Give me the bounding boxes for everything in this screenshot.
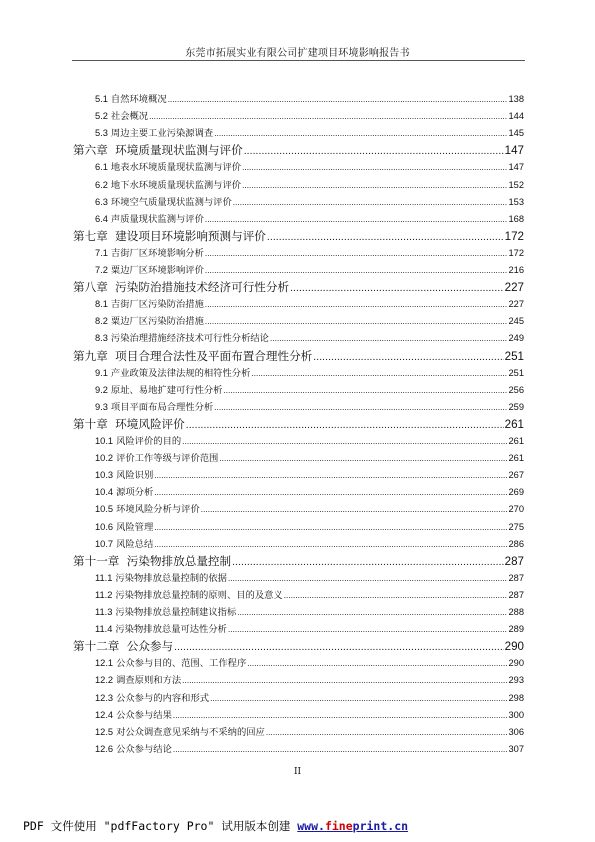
toc-entry-page: 287	[508, 572, 524, 583]
toc-entry-page: 300	[508, 709, 524, 720]
toc-section-entry[interactable]	[95, 724, 524, 738]
pdf-footer	[23, 818, 408, 834]
toc-entry-title: 污染物排放总量控制的原则、目的及意义	[115, 589, 283, 601]
toc-dot-leader	[237, 607, 507, 618]
toc-section-entry[interactable]	[95, 450, 524, 464]
toc-entry-title: 公众参与结论	[116, 743, 172, 755]
toc-entry-page: 290	[508, 658, 524, 669]
toc-section-entry[interactable]	[95, 604, 524, 618]
toc-dot-leader	[266, 727, 508, 738]
toc-section-entry[interactable]	[95, 108, 524, 122]
toc-chapter-entry[interactable]	[73, 416, 524, 432]
toc-section-entry[interactable]	[95, 570, 524, 584]
toc-entry-title: 建设项目环境影响预测与评价	[115, 228, 266, 243]
toc-section-entry[interactable]	[95, 262, 524, 276]
toc-entry-number: 8.3	[95, 333, 108, 344]
toc-entry-title: 吉街厂区污染防治措施	[110, 299, 204, 311]
toc-chapter-entry[interactable]	[73, 279, 524, 295]
toc-dot-leader	[242, 162, 507, 173]
toc-entry-page: 227	[504, 281, 524, 295]
toc-entry-number: 10.3	[95, 470, 114, 481]
toc-entry-title: 地下水环境质量现状监测与评价	[110, 179, 242, 191]
toc-dot-leader	[182, 675, 507, 686]
toc-dot-leader	[247, 658, 507, 669]
toc-entry-title: 声质量现状监测与评价	[110, 213, 204, 225]
toc-entry-title: 风险评价的目的	[116, 436, 182, 447]
toc-dot-leader	[233, 197, 508, 208]
toc-entry-number: 12.4	[95, 709, 114, 720]
toc-section-entry[interactable]	[95, 125, 524, 139]
toc-entry-title: 污染物排放总量控制建议指标	[115, 607, 237, 618]
toc-section-entry[interactable]	[95, 177, 524, 191]
toc-section-entry[interactable]	[95, 399, 524, 413]
toc-entry-number: 10.1	[95, 436, 114, 446]
toc-entry-number: 7.1	[95, 247, 108, 258]
toc-entry-number: 6.4	[95, 213, 108, 224]
toc-entry-number: 7.2	[95, 265, 108, 275]
toc-entry-number: 第六章	[73, 144, 108, 158]
footer-link-suffix: .cn	[387, 819, 409, 833]
toc-section-entry[interactable]	[95, 587, 524, 601]
toc-section-entry[interactable]	[95, 655, 524, 669]
toc-entry-title: 周边主要工业污染源调查	[110, 128, 214, 140]
toc-section-entry[interactable]	[95, 467, 524, 481]
toc-entry-title: 项目平面布局合理性分析	[110, 401, 214, 413]
toc-entry-number: 第十二章	[73, 640, 120, 654]
toc-entry-title: 环境质量现状监测与评价	[115, 143, 243, 158]
footer-text: PDF 文件使用 "pdfFactory Pro" 试用版本创建	[23, 819, 298, 833]
footer-link-mid: print	[352, 819, 388, 833]
header-rule	[72, 60, 525, 61]
toc-entry-number: 12.3	[95, 692, 114, 703]
toc-entry-number: 12.5	[95, 726, 114, 737]
toc-entry-page: 152	[508, 179, 524, 190]
toc-entry-title: 原址、易地扩建可行性分析	[110, 384, 223, 396]
toc-dot-leader	[219, 453, 507, 464]
toc-dot-leader	[228, 573, 508, 584]
toc-entry-page: 251	[504, 349, 524, 363]
toc-entry-page: 290	[504, 640, 524, 654]
toc-entry-page: 261	[508, 453, 524, 464]
toc-entry-number: 第七章	[73, 229, 108, 243]
toc-entry-number: 5.1	[95, 94, 108, 104]
toc-dot-leader	[154, 487, 507, 498]
toc-dot-leader	[214, 402, 507, 413]
toc-entry-page: 172	[504, 229, 524, 243]
toc-entry-page: 287	[508, 589, 524, 600]
toc-entry-number: 11.3	[95, 607, 113, 617]
toc-entry-page: 289	[508, 624, 524, 635]
toc-entry-page: 245	[508, 316, 524, 327]
toc-dot-leader	[228, 624, 508, 635]
toc-entry-title: 地表水环境质量现状监测与评价	[110, 162, 242, 174]
toc-entry-page: 251	[508, 367, 524, 378]
toc-entry-number: 10.6	[95, 521, 114, 532]
toc-entry-page: 256	[508, 384, 524, 395]
toc-dot-leader	[267, 229, 504, 243]
toc-entry-title: 评价工作等级与评价范围	[116, 453, 219, 465]
toc-section-entry[interactable]	[95, 330, 524, 344]
toc-section-entry[interactable]	[95, 741, 524, 755]
toc-entry-number: 8.2	[95, 316, 108, 327]
toc-dot-leader	[205, 265, 508, 276]
toc-dot-leader	[214, 128, 507, 139]
toc-chapter-entry[interactable]	[73, 348, 524, 364]
toc-entry-title: 粟边厂区环境影响评价	[110, 265, 204, 276]
toc-dot-leader	[244, 143, 504, 157]
toc-dot-leader	[173, 710, 508, 721]
toc-entry-page: 216	[508, 265, 524, 275]
toc-dot-leader	[284, 590, 508, 601]
toc-entry-number: 12.1	[95, 658, 114, 669]
toc-dot-leader	[168, 94, 508, 105]
toc-entry-number: 11.1	[95, 572, 113, 583]
toc-section-entry[interactable]	[95, 621, 524, 635]
toc-section-entry[interactable]	[95, 501, 524, 515]
toc-section-entry[interactable]	[95, 690, 524, 704]
toc-entry-title: 风险总结	[116, 538, 154, 550]
toc-section-entry[interactable]	[95, 365, 524, 379]
toc-entry-page: 306	[508, 726, 524, 737]
toc-entry-title: 公众参与目的、范围、工作程序	[116, 658, 247, 670]
toc-entry-title: 项目合理合法性及平面布置合理性分析	[115, 348, 313, 363]
toc-section-entry[interactable]	[95, 433, 524, 447]
toc-entry-title: 风险管理	[116, 521, 154, 533]
report-header-title: 东莞市拓展实业有限公司扩建项目环境影响报告书	[185, 48, 410, 59]
toc-dot-leader	[154, 539, 507, 550]
toc-dot-leader	[251, 368, 507, 379]
toc-dot-leader	[232, 554, 504, 568]
toc-entry-title: 公众参与的内容和形式	[116, 692, 210, 704]
toc-chapter-entry[interactable]	[73, 638, 524, 654]
toc-entry-page: 275	[508, 521, 524, 532]
toc-entry-title: 环境风险评价	[115, 416, 185, 431]
toc-dot-leader	[205, 214, 508, 225]
page-number: II	[293, 767, 302, 777]
toc-entry-page: 267	[508, 470, 524, 481]
toc-entry-number: 6.1	[95, 162, 108, 173]
toc-entry-page: 261	[508, 436, 524, 446]
footer-link[interactable]	[297, 819, 408, 833]
toc-entry-title: 产业政策及法律法规的相符性分析	[110, 367, 251, 379]
toc-entry-page: 288	[508, 607, 524, 617]
toc-entry-title: 污染治理措施经济技术可行性分析结论	[110, 333, 269, 345]
toc-dot-leader	[154, 522, 507, 533]
toc-entry-title: 污染物排放总量控制的依据	[115, 572, 227, 584]
toc-entry-number: 10.5	[95, 504, 114, 515]
toc-entry-title: 粟边厂区污染防治措施	[110, 316, 204, 328]
toc-entry-number: 10.7	[95, 538, 114, 549]
toc-entry-title: 社会概况	[110, 111, 149, 123]
toc-entry-number: 9.1	[95, 367, 108, 378]
toc-entry-title: 自然环境概况	[110, 94, 167, 105]
toc-section-entry[interactable]	[95, 313, 524, 327]
toc-entry-number: 第十章	[73, 417, 108, 431]
toc-dot-leader	[173, 744, 508, 755]
toc-entry-number: 5.3	[95, 128, 108, 139]
toc-chapter-entry[interactable]	[73, 142, 524, 158]
toc-section-entry[interactable]	[95, 536, 524, 550]
toc-entry-page: 293	[508, 675, 524, 686]
toc-dot-leader	[313, 349, 503, 363]
toc-entry-page: 138	[508, 94, 524, 104]
toc-section-entry[interactable]	[95, 707, 524, 721]
toc-entry-number: 5.2	[95, 111, 108, 122]
toc-entry-number: 第八章	[73, 281, 108, 295]
toc-dot-leader	[149, 111, 507, 122]
toc-section-entry[interactable]	[95, 245, 524, 259]
toc-entry-page: 144	[508, 111, 524, 122]
toc-entry-number: 12.6	[95, 743, 114, 754]
toc-section-entry[interactable]	[95, 194, 524, 208]
toc-dot-leader	[223, 385, 507, 396]
toc-entry-page: 270	[508, 504, 524, 515]
footer-link-prefix: www.	[297, 819, 325, 833]
toc-dot-leader	[210, 693, 507, 704]
toc-entry-page: 147	[508, 162, 524, 173]
toc-entry-number: 11.2	[95, 589, 113, 600]
toc-dot-leader	[242, 180, 507, 191]
toc-entry-page: 168	[508, 213, 524, 224]
toc-section-entry[interactable]	[95, 382, 524, 396]
toc-entry-title: 污染防治措施技术经济可行性分析	[115, 280, 290, 295]
toc-dot-leader	[182, 436, 507, 447]
toc-entry-page: 153	[508, 196, 524, 207]
toc-entry-title: 污染物排放总量可达性分析	[115, 624, 227, 636]
toc-entry-number: 12.2	[95, 675, 114, 686]
toc-section-entry[interactable]	[95, 484, 524, 498]
toc-entry-title: 对公众调查意见采纳与不采纳的回应	[116, 726, 265, 738]
toc-entry-page: 286	[508, 538, 524, 549]
toc-entry-page: 269	[508, 487, 524, 498]
toc-section-entry[interactable]	[95, 91, 524, 105]
toc-entry-title: 公众参与结果	[116, 709, 172, 721]
toc-section-entry[interactable]	[95, 211, 524, 225]
toc-entry-title: 环境空气质量现状监测与评价	[110, 196, 232, 208]
toc-section-entry[interactable]	[95, 296, 524, 310]
toc-dot-leader	[186, 417, 504, 431]
toc-chapter-entry[interactable]	[73, 553, 524, 569]
toc-dot-leader	[270, 333, 508, 344]
toc-entry-number: 11.4	[95, 624, 113, 635]
toc-dot-leader	[290, 280, 504, 294]
toc-entry-page: 172	[508, 247, 524, 258]
toc-dot-leader	[205, 316, 508, 327]
toc-dot-leader	[154, 470, 507, 481]
toc-entry-title: 公众参与	[126, 639, 174, 654]
toc-section-entry[interactable]	[95, 519, 524, 533]
toc-entry-page: 145	[508, 128, 524, 139]
toc-entry-title: 调查原则和方法	[116, 675, 182, 687]
toc-entry-number: 6.3	[95, 196, 108, 207]
toc-entry-page: 227	[508, 299, 524, 310]
toc-entry-title: 风险识别	[116, 470, 154, 482]
toc-entry-number: 9.3	[95, 401, 108, 412]
toc-entry-number: 9.2	[95, 384, 108, 395]
toc-entry-page: 307	[508, 743, 524, 754]
toc-entry-page: 261	[504, 417, 524, 431]
toc-entry-page: 249	[508, 333, 524, 344]
toc-entry-number: 10.4	[95, 487, 114, 498]
toc-section-entry[interactable]	[95, 159, 524, 173]
toc-entry-page: 287	[504, 554, 524, 568]
toc-dot-leader	[205, 299, 508, 310]
toc-chapter-entry[interactable]	[73, 228, 524, 244]
toc-section-entry[interactable]	[95, 672, 524, 686]
footer-link-accent: fine	[324, 819, 353, 833]
toc-entry-page: 259	[508, 401, 524, 412]
toc-entry-number: 第九章	[73, 349, 108, 363]
toc-entry-page: 147	[504, 144, 524, 158]
toc-dot-leader	[201, 504, 508, 515]
toc-entry-number: 第十一章	[73, 554, 120, 568]
toc-entry-number: 8.1	[95, 299, 108, 310]
toc-entry-page: 298	[508, 692, 524, 703]
toc-entry-title: 吉街厂区环境影响分析	[110, 247, 204, 259]
toc-entry-number: 10.2	[95, 453, 114, 464]
toc-dot-leader	[174, 639, 504, 653]
toc-dot-leader	[205, 248, 508, 259]
toc-entry-title: 源项分析	[116, 487, 154, 499]
toc-entry-title: 环境风险分析与评价	[116, 504, 200, 516]
toc-entry-title: 污染物排放总量控制	[126, 553, 232, 568]
toc-entry-number: 6.2	[95, 179, 108, 190]
